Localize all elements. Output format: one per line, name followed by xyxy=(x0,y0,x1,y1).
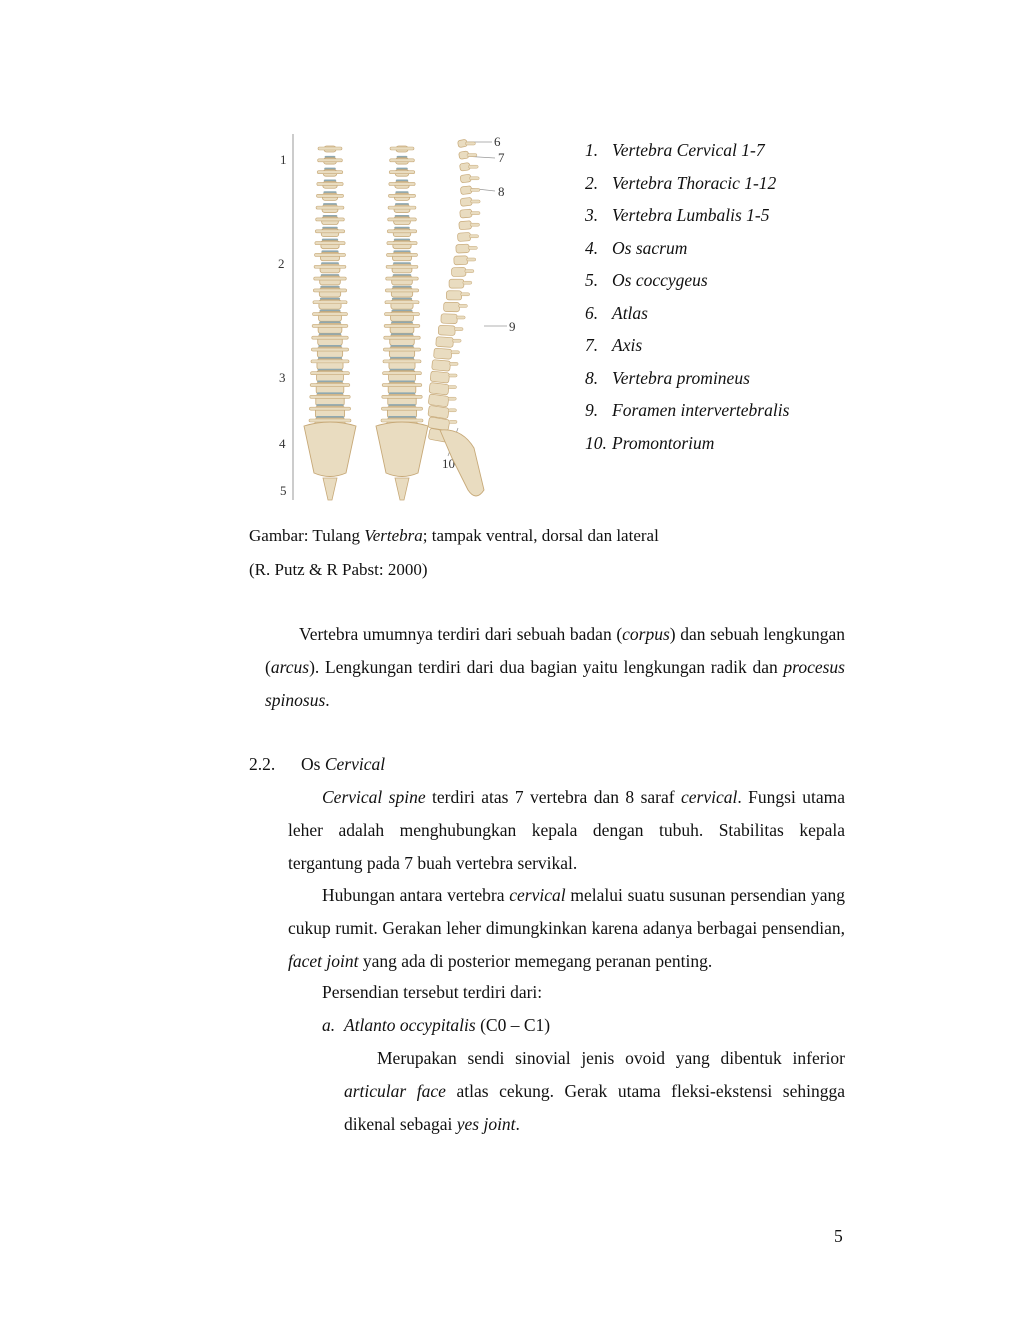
side-label-5: 5 xyxy=(280,483,287,498)
transverse-process xyxy=(383,360,421,363)
vertebra-body xyxy=(456,244,470,253)
transverse-process xyxy=(388,194,415,197)
spinous-process xyxy=(448,409,456,412)
transverse-process xyxy=(381,407,422,410)
legend-item: 1. Vertebra Cervical 1-7 xyxy=(585,140,765,160)
legend-item: 7. Axis xyxy=(585,335,643,355)
legend-item: 3. Vertebra Lumbalis 1-5 xyxy=(585,205,770,225)
vertebra-body xyxy=(434,348,452,359)
lateral-label-10: 10 xyxy=(442,456,455,471)
vertebra-body xyxy=(436,337,454,348)
vertebra-body xyxy=(444,302,460,312)
vertebra-body xyxy=(452,267,466,276)
transverse-process xyxy=(314,277,347,280)
transverse-process xyxy=(316,218,345,221)
transverse-process xyxy=(315,230,344,233)
transverse-process xyxy=(312,324,348,327)
spinous-process xyxy=(469,177,479,180)
side-label-1: 1 xyxy=(280,152,287,167)
page-number: 5 xyxy=(834,1226,843,1246)
transverse-process xyxy=(318,147,342,150)
lateral-label-9: 9 xyxy=(509,319,516,334)
spinous-process xyxy=(465,142,475,145)
figure-legend xyxy=(585,134,789,459)
lateral-label-8: 8 xyxy=(498,184,505,199)
vertebra-figure xyxy=(262,128,532,508)
transverse-process xyxy=(317,182,343,185)
transverse-process xyxy=(387,242,417,245)
spinous-process xyxy=(468,165,478,168)
spinous-process xyxy=(470,188,480,191)
spinous-process xyxy=(471,212,481,215)
transverse-process xyxy=(386,253,417,256)
transverse-process xyxy=(388,206,416,209)
vertebra-body xyxy=(430,371,450,383)
paragraph-atlanto-occipitalis: Merupakan sendi sinovial jenis ovoid yang dibentuk inferior articular face atlas cekung. Gerak utama fleksi-ekstensi sehingga dikenal sebagai yes joint. xyxy=(344,1048,845,1134)
spinous-process xyxy=(456,316,465,319)
transverse-process xyxy=(313,301,347,304)
paragraph-joints-list-intro: Persendian tersebut terdiri dari: xyxy=(322,982,543,1002)
legend-item: 6. Atlas xyxy=(585,302,648,323)
spinous-process xyxy=(448,397,456,400)
transverse-process xyxy=(386,265,418,268)
sacrum xyxy=(376,422,428,477)
spinous-process xyxy=(450,362,458,365)
legend-item: 5. Os coccygeus xyxy=(585,270,708,290)
transverse-process xyxy=(382,384,422,387)
transverse-process xyxy=(390,147,414,150)
spinous-process xyxy=(451,351,460,354)
transverse-process xyxy=(385,301,419,304)
vertebra-body xyxy=(428,394,449,407)
list-item-a: a. Atlanto occypitalis (C0 – C1) xyxy=(322,1015,551,1035)
vertebra-body xyxy=(438,325,455,335)
spinous-process xyxy=(449,374,457,377)
side-label-2: 2 xyxy=(278,256,285,271)
vertebra-body xyxy=(446,291,461,300)
transverse-process xyxy=(385,313,420,316)
transverse-process xyxy=(312,336,349,339)
spinous-process xyxy=(453,339,462,342)
transverse-process xyxy=(389,171,415,174)
legend-item: 10. Promontorium xyxy=(585,432,715,453)
spinous-process xyxy=(467,154,477,157)
coccyx xyxy=(323,478,337,500)
paragraph-cervical-joints: Hubungan antara vertebra cervical melalui suatu susunan persendian yang cukup rumit. Gerakan leher dimungkinkan karena adanya berbagai pensendian, facet joint yang ada di posterior memegang peranan penting. xyxy=(288,885,845,971)
transverse-process xyxy=(384,324,420,327)
figure-source: (R. Putz & R Pabst: 2000) xyxy=(249,560,428,579)
sacrum xyxy=(304,422,356,477)
vertebra-body xyxy=(441,314,458,324)
transverse-process xyxy=(385,289,418,292)
coccyx xyxy=(395,478,409,500)
ventral-view-spine xyxy=(304,146,356,500)
figure-caption: Gambar: Tulang Vertebra; tampak ventral, dorsal dan lateral xyxy=(249,526,659,545)
transverse-process xyxy=(316,206,344,209)
transverse-process xyxy=(389,182,415,185)
transverse-process xyxy=(384,336,421,339)
transverse-process xyxy=(314,265,346,268)
transverse-process xyxy=(317,171,343,174)
transverse-process xyxy=(316,194,343,197)
transverse-process xyxy=(383,348,420,351)
paragraph-cervical-spine: Cervical spine terdiri atas 7 vertebra dan 8 saraf cervical. Fungsi utama leher adalah menghubungkan kepala dengan tubuh. Stabilitas kepala tergantung pada 7 buah vertebra servikal. xyxy=(288,787,845,873)
vertebra-body xyxy=(429,382,449,395)
transverse-process xyxy=(311,372,350,375)
spinous-process xyxy=(459,304,468,307)
transverse-process xyxy=(386,277,419,280)
spinous-process xyxy=(454,328,463,331)
transverse-process xyxy=(311,348,348,351)
side-label-4: 4 xyxy=(279,436,286,451)
transverse-process xyxy=(318,159,343,162)
lateral-view-spine xyxy=(428,139,484,496)
spine-illustration xyxy=(262,128,532,508)
transverse-process xyxy=(382,395,422,398)
vertebra-body xyxy=(457,232,470,241)
transverse-process xyxy=(310,395,350,398)
spinous-process xyxy=(471,200,481,203)
legend-item: 8. Vertebra promineus xyxy=(585,367,750,388)
spinous-process xyxy=(449,420,457,423)
vertebra-body xyxy=(449,279,464,288)
section-heading: 2.2. Os Cervical xyxy=(249,754,386,774)
legend-item: 2. Vertebra Thoracic 1-12 xyxy=(585,172,777,193)
transverse-process xyxy=(309,407,350,410)
vertebra-body xyxy=(432,360,451,372)
transverse-process xyxy=(313,313,348,316)
transverse-process xyxy=(314,253,345,256)
transverse-process xyxy=(310,384,350,387)
spinous-process xyxy=(461,293,470,296)
transverse-process xyxy=(311,360,349,363)
transverse-process xyxy=(313,289,346,292)
dorsal-view-spine xyxy=(376,146,428,500)
vertebra-body xyxy=(454,256,468,265)
vertebra-body xyxy=(459,221,472,230)
transverse-process xyxy=(390,159,415,162)
paragraph-vertebra: Vertebra umumnya terdiri dari sebuah badan (corpus) dan sebuah lengkungan (arcus). Lengkungan terdiri dari dua bagian yaitu lengkungan radik dan procesus spinosus. xyxy=(265,624,845,710)
spinous-process xyxy=(465,270,474,273)
legend-item: 9. Foramen intervertebralis xyxy=(585,400,790,420)
spinous-process xyxy=(468,246,477,249)
side-label-3: 3 xyxy=(279,370,286,385)
spinous-process xyxy=(469,235,478,238)
transverse-process xyxy=(315,242,345,245)
spinous-process xyxy=(467,258,476,261)
spinous-process xyxy=(463,281,472,284)
transverse-process xyxy=(388,218,417,221)
lateral-label-7: 7 xyxy=(498,150,505,165)
legend-item: 4. Os sacrum xyxy=(585,237,688,258)
lateral-label-6: 6 xyxy=(494,134,501,149)
transverse-process xyxy=(383,372,422,375)
transverse-process xyxy=(387,230,416,233)
spinous-process xyxy=(448,386,456,389)
spinous-process xyxy=(470,223,479,226)
